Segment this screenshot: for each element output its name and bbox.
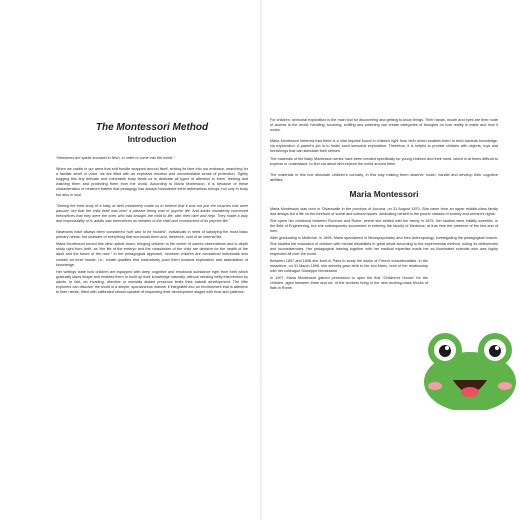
frog-pupil-right	[489, 345, 501, 357]
right-page	[262, 0, 520, 520]
body-paragraph: The materials in this box stimulate children’s curiosity, in this way making them observe, touch, handle and develop their cognitive abilities.	[270, 172, 498, 182]
body-paragraph: The materials of the Baby Montessori series have been created specifically for young children and their need, which is at times difficult to express or understand, to find out about and explore the world around them.	[270, 156, 498, 166]
frog-eye-shine-left	[445, 346, 449, 350]
page-title: The Montessori Method	[95, 122, 209, 133]
body-paragraph: When we cradle in our arms that soft bundle wrapped around itself, sinking its face into our embrace, searching for a familiar smell or voice, we are filled with an explosive emotion and uncontrollable sense of protection. Tightly hugging this tiny delicate and vulnerable body leads us to dedicate all types of attention to them, feeding and washing them and protecting them from the world. According to Maria Montessori, it is because of these characteristics of newborn babies that pedagogy has always considered them defenseless beings, not only in body but also in soul.	[56, 167, 248, 197]
body-paragraph: Her writings state how children are equipped with deep cognitive and emotional substance right from birth which gradually takes shape and enables them to build up their knowledge naturally, without needing hefty intervention by adults. In fact, an invading, directive or mentally distant presence limits their natural development. The little explorers can discover the world in a simple, spontaneous manner if integrated into an environment that is attentive to their needs, fitted with calibrated stimuli capable of respecting their development stages with trust and patience.	[56, 269, 248, 295]
frog-tongue	[461, 387, 479, 397]
frog-icon	[423, 330, 517, 410]
body-paragraph: Maria Montessori believed that there is a vital impulse found in children right from birth which enables them to tend towards knowledge, via exploration. A parent’s job is to foster such sensorial exploration. Therefore, it is helpful to provide children with objects, toys and furnishings that can stimulate their senses.	[270, 139, 498, 154]
bio-paragraph: Maria Montessori was born in Chiaravalle in the province of Ancona, on 31 August 1870. She came from an upper middle-class family and always led a life on the forefront of social and cultural issues, dedicating herself to the poorer classes of society and women’s rights.	[270, 206, 498, 217]
body-paragraph: For children, sensorial exploration is the main tool for discovering and getting to know things. Their hands, mouth and eyes are their route of access to the world: handling, touching, sniffing and watching can create categories of thoughts on how reality is made and how it works.	[270, 118, 498, 133]
section-heading: Maria Montessori	[349, 188, 419, 199]
frog-pupil-left	[439, 345, 451, 357]
body-paragraph: Newborns have always been considered “soft wax to be molded”, individuals in need of satisfying the most basic primary needs, but unaware of everything that surrounds them and, therefore, void of an internal life.	[56, 230, 248, 240]
body-paragraph: Maria Montessori turned this view upside down, bringing children to the center of careful observations and in-depth study right from birth, as “the life of the embryo and the vicissitudes of the child are decisive for the health of the adult and the future of the race.” In her pedagogical approach, newborn children are considered individuals who contain an inner leader, i.e., innate qualities that instinctively push them towards exploration and assimilation of knowledge.	[56, 242, 248, 267]
frog-cheek-right	[498, 382, 512, 390]
frog-eye-shine-right	[495, 346, 499, 350]
bio-paragraph: Between 1897 and 1898 she lived in Paris to study the works of French educationalists. In the meantime, on 31 March 1898, she secretly gave birth to her son Mario, born of her relationship with her colleague Giuseppe Montesano.	[270, 258, 428, 273]
page-subtitle: Introduction	[127, 134, 177, 144]
opening-quote: “Newborns are spirits encased in flesh, in order to come into the world.”	[56, 156, 175, 160]
bio-paragraph: She spent her childhood between Florence and Rome, where she settled with her family in 1875. Her studies were initially scientific, in the field of Engineering, but she subsequently succeeded in entering the faculty of Medicine, at that time the preserve of the few and of men.	[270, 219, 498, 234]
bio-paragraph: In 1907, Maria Montessori gained permission to open the first “Children’s House” for the children, aged between three and six, of the workers living in the new working-class blocks of flats in Rome.	[270, 276, 428, 291]
bio-narrow-column	[270, 259, 498, 292]
frog-cheek-left	[428, 382, 442, 390]
montessori-quote: “Seeing the inert body of a baby at birth mistakenly made us to believe that it was not just the muscles that were passive, but that the child itself was inert: a passive being void of psychic life. And adults mistakenly convinced themselves that they were the ones who had brought the child to life, with their care and help. They made a duty and responsibility of it; adults saw themselves as molders of the child and constructors of its psychic life.”	[56, 203, 248, 223]
bio-paragraph: After graduating in Medicine, in 1896, Maria specialized in Neuropsychiatry and then Anthropology, investigating the pedagogical branch. She studied the education of children with mental disabilities in great detail according to the experimental method, noting its deficiencies and inconsistencies. Her pedagogical training together with her medical expertise made her an illuminated scientist who was highly respected all over the world.	[270, 236, 498, 256]
